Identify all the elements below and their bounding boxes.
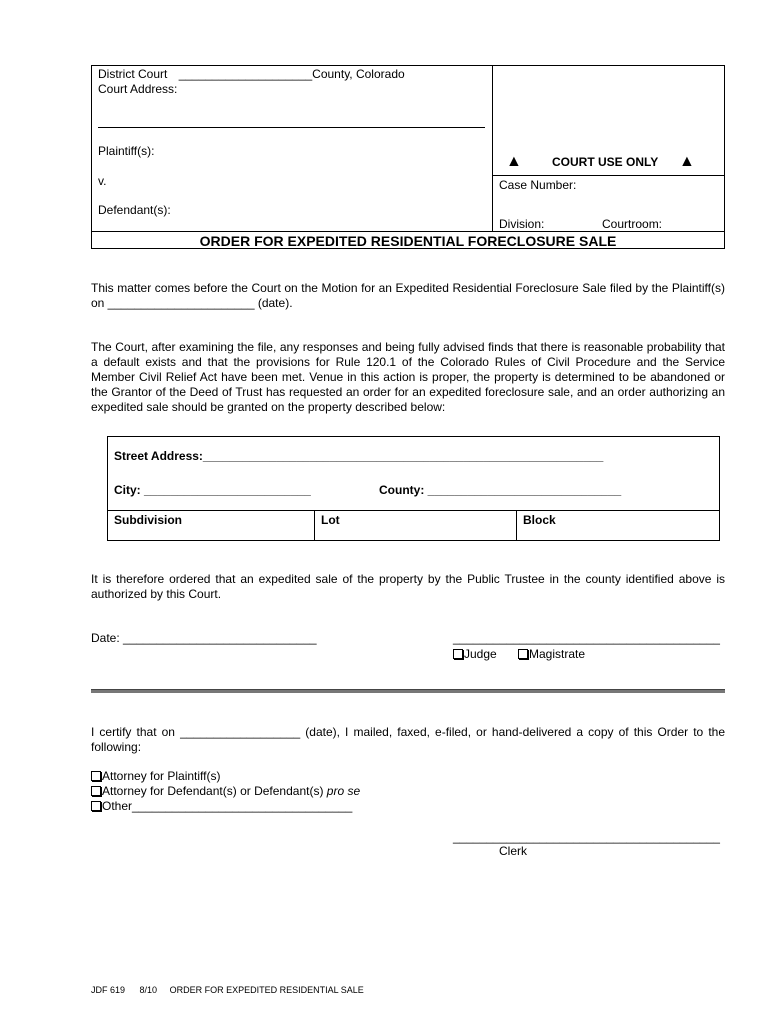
court-address-line[interactable] [98,127,485,128]
division-label: Division: [499,217,545,231]
attorney-defendant-checkbox[interactable] [91,786,101,796]
case-number-label: Case Number: [499,178,577,192]
attorney-plaintiff-option[interactable] [91,769,221,783]
judge-checkbox[interactable] [453,649,463,659]
footer [91,985,364,995]
versus-label: v. [98,174,107,188]
judge-label: Judge [464,647,497,661]
clerk-signature-line[interactable]: ________________________________________ [453,830,720,844]
caption-case-divider [492,175,725,176]
property-row-divider [107,510,720,511]
city-field[interactable]: City: _________________________ [114,483,311,497]
certificate-paragraph: I certify that on __________________ (date), I mailed, faxed, e-filed, or hand-delivered a copy of this Order to the following: [91,725,725,754]
lot-label: Lot [321,513,340,527]
county-blank[interactable]: ____________________ [178,67,313,81]
title-divider [91,231,725,232]
section-separator [91,689,725,693]
district-court-label: District Court [98,67,168,81]
clerk-label: Clerk [499,844,528,858]
other-option[interactable] [91,799,352,813]
form-revision: 8/10 [139,985,158,995]
footer-form-title: ORDER FOR EXPEDITED RESIDENTIAL SALE [169,985,364,995]
attorney-defendant-option[interactable] [91,784,360,798]
property-col-divider-2 [516,510,517,541]
judge-signature-line[interactable]: ________________________________________ [453,631,720,645]
county-field[interactable]: County: _____________________________ [379,483,622,497]
findings-paragraph: The Court, after examining the file, any responses and being fully advised finds that there is reasonable probability that a default exists and that the provisions for Rule 120.1 of the Colorado Rules of Civil Procedure and the Service Member Civil Relief Act have been met. Venue in this action is proper, the property is determined to be abandoned or the Grantor of the Deed of Trust has requested an order for an expedited foreclosure sale, and an order authorizing an expedited sale should be granted on the property described below: [91,340,725,414]
order-paragraph: It is therefore ordered that an expedited sale of the property by the Public Trustee in the county identified above is authorized by this Court. [91,572,725,601]
block-label: Block [523,513,556,527]
magistrate-label: Magistrate [529,647,586,661]
attorney-plaintiff-checkbox[interactable] [91,771,101,781]
courtroom-label: Courtroom: [602,217,663,231]
caption-divider [492,65,493,231]
magistrate-checkbox[interactable] [518,649,528,659]
magistrate-option[interactable] [518,647,585,661]
up-triangle-icon: ▲ [506,153,522,170]
attorney-defendant-label: Attorney for Defendant(s) or Defendant(s) [102,784,327,798]
subdivision-label: Subdivision [114,513,183,527]
district-court-line [98,67,405,81]
motion-paragraph: This matter comes before the Court on the Motion for an Expedited Residential Foreclosure Sale filed by the Plaintiff(s) on ______________________ (date). [91,281,725,310]
other-checkbox[interactable] [91,801,101,811]
defendants-label: Defendant(s): [98,203,171,217]
other-field[interactable]: Other_________________________________ [102,799,353,813]
court-address-label: Court Address: [98,82,178,96]
county-colorado-label: County, Colorado [312,67,405,81]
document-title: ORDER FOR EXPEDITED RESIDENTIAL FORECLOSURE SALE [199,233,617,249]
property-col-divider-1 [314,510,315,541]
court-use-only-label: COURT USE ONLY [552,155,659,169]
date-field[interactable]: Date: _____________________________ [91,631,317,645]
up-triangle-icon: ▲ [679,153,695,170]
street-address-field[interactable]: Street Address:____________________________________________________________ [114,449,604,463]
pro-se-label: pro se [326,784,361,798]
plaintiffs-label: Plaintiff(s): [98,144,155,158]
attorney-plaintiff-label: Attorney for Plaintiff(s) [102,769,221,783]
form-number: JDF 619 [91,985,126,995]
judge-option[interactable] [453,647,497,661]
